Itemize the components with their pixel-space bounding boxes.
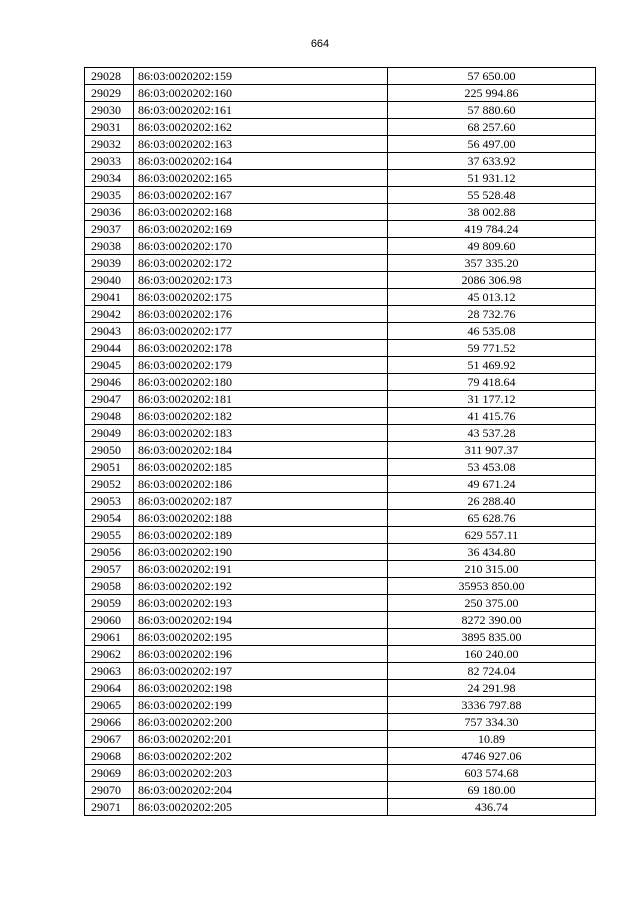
row-number-cell: 29046 — [85, 374, 134, 391]
cadastral-value-cell: 31 177.12 — [388, 391, 596, 408]
cadastral-value-cell: 4746 927.06 — [388, 748, 596, 765]
cadastral-value-cell: 24 291.98 — [388, 680, 596, 697]
cadastral-value-cell: 51 931.12 — [388, 170, 596, 187]
cadastral-value-cell: 45 013.12 — [388, 289, 596, 306]
row-number-cell: 29066 — [85, 714, 134, 731]
cadastral-number-cell: 86:03:0020202:191 — [134, 561, 388, 578]
row-number-cell: 29053 — [85, 493, 134, 510]
row-number-cell: 29050 — [85, 442, 134, 459]
row-number-cell: 29071 — [85, 799, 134, 816]
row-number-cell: 29068 — [85, 748, 134, 765]
cadastral-value-cell: 10.89 — [388, 731, 596, 748]
cadastral-number-cell: 86:03:0020202:184 — [134, 442, 388, 459]
table-row — [85, 476, 596, 493]
cadastral-number-cell: 86:03:0020202:194 — [134, 612, 388, 629]
row-number-cell: 29033 — [85, 153, 134, 170]
cadastral-value-cell: 160 240.00 — [388, 646, 596, 663]
table-row — [85, 323, 596, 340]
cadastral-value-cell: 3336 797.88 — [388, 697, 596, 714]
row-number-cell: 29030 — [85, 102, 134, 119]
cadastral-value-cell: 69 180.00 — [388, 782, 596, 799]
table-row — [85, 340, 596, 357]
row-number-cell: 29049 — [85, 425, 134, 442]
cadastral-number-cell: 86:03:0020202:160 — [134, 85, 388, 102]
table-row — [85, 357, 596, 374]
table-row — [85, 374, 596, 391]
cadastral-number-cell: 86:03:0020202:164 — [134, 153, 388, 170]
cadastral-value-cell: 36 434.80 — [388, 544, 596, 561]
cadastral-value-cell: 210 315.00 — [388, 561, 596, 578]
table-row — [85, 527, 596, 544]
cadastral-number-cell: 86:03:0020202:198 — [134, 680, 388, 697]
cadastral-value-cell: 436.74 — [388, 799, 596, 816]
row-number-cell: 29044 — [85, 340, 134, 357]
row-number-cell: 29058 — [85, 578, 134, 595]
table-row — [85, 663, 596, 680]
cadastral-value-cell: 250 375.00 — [388, 595, 596, 612]
row-number-cell: 29060 — [85, 612, 134, 629]
row-number-cell: 29061 — [85, 629, 134, 646]
cadastral-value-cell: 46 535.08 — [388, 323, 596, 340]
row-number-cell: 29052 — [85, 476, 134, 493]
table-row — [85, 646, 596, 663]
cadastral-number-cell: 86:03:0020202:205 — [134, 799, 388, 816]
cadastral-number-cell: 86:03:0020202:182 — [134, 408, 388, 425]
cadastral-value-cell: 38 002.88 — [388, 204, 596, 221]
table-row — [85, 612, 596, 629]
cadastral-number-cell: 86:03:0020202:172 — [134, 255, 388, 272]
row-number-cell: 29054 — [85, 510, 134, 527]
row-number-cell: 29034 — [85, 170, 134, 187]
cadastral-value-cell: 629 557.11 — [388, 527, 596, 544]
cadastral-value-cell: 757 334.30 — [388, 714, 596, 731]
cadastral-number-cell: 86:03:0020202:204 — [134, 782, 388, 799]
row-number-cell: 29043 — [85, 323, 134, 340]
cadastral-value-cell: 3895 835.00 — [388, 629, 596, 646]
table-row — [85, 238, 596, 255]
cadastral-value-cell: 311 907.37 — [388, 442, 596, 459]
cadastral-value-cell: 8272 390.00 — [388, 612, 596, 629]
cadastral-value-cell: 57 880.60 — [388, 102, 596, 119]
cadastral-number-cell: 86:03:0020202:202 — [134, 748, 388, 765]
table-row — [85, 306, 596, 323]
row-number-cell: 29032 — [85, 136, 134, 153]
table-row — [85, 187, 596, 204]
cadastral-number-cell: 86:03:0020202:163 — [134, 136, 388, 153]
cadastral-value-cell: 53 453.08 — [388, 459, 596, 476]
cadastral-value-cell: 28 732.76 — [388, 306, 596, 323]
cadastral-value-cell: 51 469.92 — [388, 357, 596, 374]
cadastral-number-cell: 86:03:0020202:188 — [134, 510, 388, 527]
table-row — [85, 799, 596, 816]
cadastral-value-cell: 49 809.60 — [388, 238, 596, 255]
cadastral-value-cell: 37 633.92 — [388, 153, 596, 170]
table-row — [85, 765, 596, 782]
table-row — [85, 255, 596, 272]
cadastral-number-cell: 86:03:0020202:203 — [134, 765, 388, 782]
row-number-cell: 29028 — [85, 68, 134, 85]
table-row — [85, 408, 596, 425]
table-row — [85, 425, 596, 442]
row-number-cell: 29062 — [85, 646, 134, 663]
table-row — [85, 782, 596, 799]
cadastral-number-cell: 86:03:0020202:187 — [134, 493, 388, 510]
cadastral-number-cell: 86:03:0020202:193 — [134, 595, 388, 612]
row-number-cell: 29063 — [85, 663, 134, 680]
cadastral-value-cell: 65 628.76 — [388, 510, 596, 527]
row-number-cell: 29039 — [85, 255, 134, 272]
cadastral-number-cell: 86:03:0020202:195 — [134, 629, 388, 646]
table-row — [85, 102, 596, 119]
row-number-cell: 29036 — [85, 204, 134, 221]
cadastral-value-cell: 43 537.28 — [388, 425, 596, 442]
cadastral-number-cell: 86:03:0020202:186 — [134, 476, 388, 493]
row-number-cell: 29059 — [85, 595, 134, 612]
table-row — [85, 544, 596, 561]
cadastral-number-cell: 86:03:0020202:169 — [134, 221, 388, 238]
table-row — [85, 68, 596, 85]
row-number-cell: 29055 — [85, 527, 134, 544]
table-row — [85, 136, 596, 153]
table-row — [85, 731, 596, 748]
row-number-cell: 29048 — [85, 408, 134, 425]
table-row — [85, 459, 596, 476]
cadastral-value-cell: 26 288.40 — [388, 493, 596, 510]
table-row — [85, 714, 596, 731]
cadastral-number-cell: 86:03:0020202:201 — [134, 731, 388, 748]
table-row — [85, 595, 596, 612]
row-number-cell: 29057 — [85, 561, 134, 578]
table-row — [85, 289, 596, 306]
cadastral-value-cell: 59 771.52 — [388, 340, 596, 357]
cadastral-value-table — [84, 67, 596, 816]
cadastral-number-cell: 86:03:0020202:200 — [134, 714, 388, 731]
cadastral-value-cell: 225 994.86 — [388, 85, 596, 102]
table-row — [85, 204, 596, 221]
cadastral-number-cell: 86:03:0020202:189 — [134, 527, 388, 544]
cadastral-value-cell: 57 650.00 — [388, 68, 596, 85]
row-number-cell: 29069 — [85, 765, 134, 782]
cadastral-number-cell: 86:03:0020202:190 — [134, 544, 388, 561]
cadastral-value-cell: 82 724.04 — [388, 663, 596, 680]
cadastral-number-cell: 86:03:0020202:161 — [134, 102, 388, 119]
row-number-cell: 29064 — [85, 680, 134, 697]
cadastral-number-cell: 86:03:0020202:162 — [134, 119, 388, 136]
cadastral-value-cell: 79 418.64 — [388, 374, 596, 391]
row-number-cell: 29040 — [85, 272, 134, 289]
cadastral-value-cell: 35953 850.00 — [388, 578, 596, 595]
cadastral-value-cell: 603 574.68 — [388, 765, 596, 782]
cadastral-number-cell: 86:03:0020202:167 — [134, 187, 388, 204]
table-row — [85, 391, 596, 408]
row-number-cell: 29056 — [85, 544, 134, 561]
row-number-cell: 29051 — [85, 459, 134, 476]
page-number: 664 — [310, 38, 330, 50]
row-number-cell: 29045 — [85, 357, 134, 374]
cadastral-number-cell: 86:03:0020202:179 — [134, 357, 388, 374]
row-number-cell: 29047 — [85, 391, 134, 408]
row-number-cell: 29065 — [85, 697, 134, 714]
cadastral-number-cell: 86:03:0020202:173 — [134, 272, 388, 289]
row-number-cell: 29038 — [85, 238, 134, 255]
cadastral-number-cell: 86:03:0020202:196 — [134, 646, 388, 663]
table-row — [85, 510, 596, 527]
cadastral-number-cell: 86:03:0020202:199 — [134, 697, 388, 714]
table-row — [85, 85, 596, 102]
table-body — [85, 68, 596, 816]
table-row — [85, 221, 596, 238]
cadastral-value-cell: 2086 306.98 — [388, 272, 596, 289]
cadastral-value-cell: 41 415.76 — [388, 408, 596, 425]
table-row — [85, 272, 596, 289]
cadastral-number-cell: 86:03:0020202:181 — [134, 391, 388, 408]
cadastral-number-cell: 86:03:0020202:170 — [134, 238, 388, 255]
row-number-cell: 29037 — [85, 221, 134, 238]
row-number-cell: 29035 — [85, 187, 134, 204]
cadastral-number-cell: 86:03:0020202:168 — [134, 204, 388, 221]
table-row — [85, 153, 596, 170]
table-row — [85, 442, 596, 459]
cadastral-value-cell: 419 784.24 — [388, 221, 596, 238]
cadastral-number-cell: 86:03:0020202:183 — [134, 425, 388, 442]
table-row — [85, 119, 596, 136]
cadastral-number-cell: 86:03:0020202:197 — [134, 663, 388, 680]
cadastral-number-cell: 86:03:0020202:185 — [134, 459, 388, 476]
table-row — [85, 561, 596, 578]
cadastral-number-cell: 86:03:0020202:180 — [134, 374, 388, 391]
cadastral-number-cell: 86:03:0020202:176 — [134, 306, 388, 323]
row-number-cell: 29042 — [85, 306, 134, 323]
row-number-cell: 29031 — [85, 119, 134, 136]
cadastral-number-cell: 86:03:0020202:165 — [134, 170, 388, 187]
table-row — [85, 748, 596, 765]
cadastral-value-cell: 357 335.20 — [388, 255, 596, 272]
cadastral-value-cell: 49 671.24 — [388, 476, 596, 493]
cadastral-value-cell: 55 528.48 — [388, 187, 596, 204]
table-row — [85, 578, 596, 595]
table-row — [85, 629, 596, 646]
row-number-cell: 29041 — [85, 289, 134, 306]
cadastral-number-cell: 86:03:0020202:192 — [134, 578, 388, 595]
row-number-cell: 29067 — [85, 731, 134, 748]
row-number-cell: 29029 — [85, 85, 134, 102]
cadastral-number-cell: 86:03:0020202:159 — [134, 68, 388, 85]
row-number-cell: 29070 — [85, 782, 134, 799]
cadastral-value-cell: 68 257.60 — [388, 119, 596, 136]
table-row — [85, 493, 596, 510]
cadastral-number-cell: 86:03:0020202:178 — [134, 340, 388, 357]
cadastral-value-cell: 56 497.00 — [388, 136, 596, 153]
cadastral-number-cell: 86:03:0020202:177 — [134, 323, 388, 340]
table-row — [85, 170, 596, 187]
table-row — [85, 697, 596, 714]
cadastral-number-cell: 86:03:0020202:175 — [134, 289, 388, 306]
table-row — [85, 680, 596, 697]
